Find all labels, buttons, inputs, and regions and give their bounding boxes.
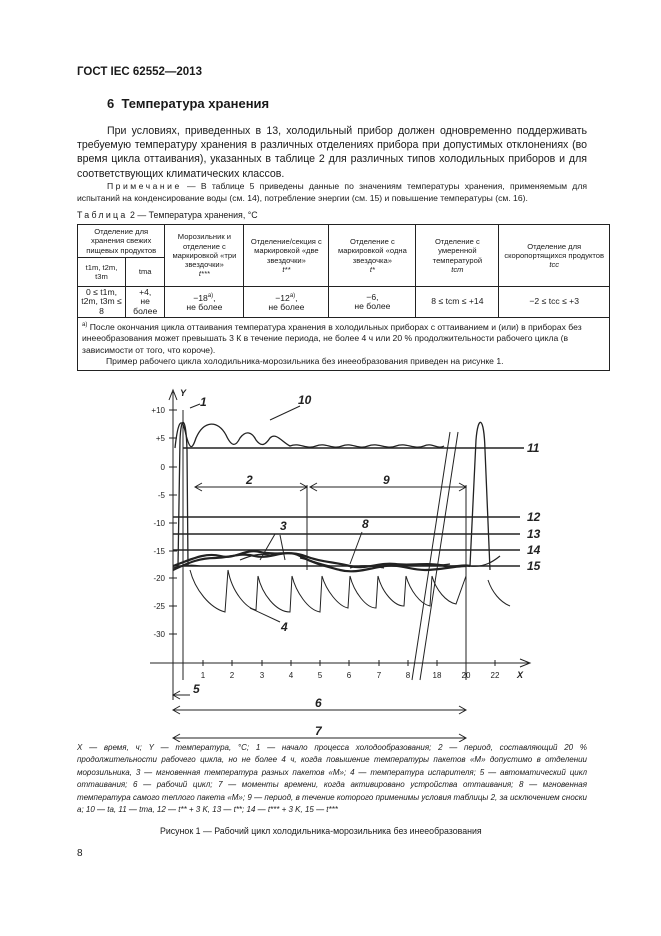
callout-10: 10: [298, 393, 312, 407]
x-tick-label: 18: [432, 671, 442, 680]
leader-10: [270, 406, 300, 420]
section-title: Температура хранения: [121, 96, 270, 111]
table-example: Пример рабочего цикла холодильника-морозильника без инееобразования приведен на рисунке 1.: [106, 356, 504, 367]
callout-5: 5: [193, 682, 200, 696]
table-footnote-text: После окончания цикла оттаивания температура хранения в холодильных приборах с оттаиванием и (или) в приборах без инееобразования может превышать 3 К в течение периода, не более 4 ч или 20 % продолжительности рабочего цикла (в зависимости от того, что короче).: [82, 321, 582, 355]
subheader-tma: tma: [126, 258, 165, 287]
table-footnote: [78, 318, 610, 371]
table-caption-text: 2 — Температура хранения, °С: [130, 210, 258, 220]
note-text: — В таблице 5 приведены данные по значениям температуры хранения, применяемым для испытаний на конденсирование воды (см. 14), потребление энергии (см. 15) и повышение температуры (см. 16).: [77, 181, 587, 203]
callout-4: 4: [281, 620, 288, 634]
cell-three-star-footnote: a): [207, 292, 214, 299]
table-footnote-mark: a): [82, 322, 88, 328]
cell-one-star: [329, 287, 416, 318]
curve-4-evaporator: [190, 570, 510, 612]
y-tick-label: +10: [151, 406, 165, 415]
storage-temperature-table: [77, 224, 610, 371]
note-label: Примечание: [107, 181, 182, 191]
y-tick-label: -5: [157, 491, 165, 500]
callout-13: 13: [527, 527, 541, 541]
callout-1: 1: [200, 395, 207, 409]
x-tick-label: 6: [346, 671, 352, 680]
page-number: 8: [77, 848, 83, 859]
x-tick-label: 22: [490, 671, 500, 680]
x-tick-label: 2: [229, 671, 235, 680]
header-fresh: Отделение для хранения свежих пищевых продуктов: [78, 225, 165, 258]
cell-three-star-qualifier: не более: [186, 301, 223, 312]
header-chill-symbol: tcc: [549, 260, 560, 270]
header-three-star-label: Морозильник и отделение с маркировкой «три звездочки»: [172, 232, 237, 270]
header-two-star-symbol: t**: [282, 264, 291, 274]
x-axis-letter: X: [517, 670, 524, 680]
y-tick-label: +5: [155, 434, 165, 443]
subheader-t1m: t1m, t2m, t3m: [78, 258, 126, 287]
header-two-star-label: Отделение/секция с маркировкой «две звездочки»: [250, 237, 322, 265]
x-tick-label: 20: [461, 671, 471, 680]
leader-3b: [280, 535, 285, 560]
working-cycle-figure: [0, 380, 661, 742]
callout-2: 2: [246, 473, 253, 487]
body-paragraph: При условиях, приведенных в 13, холодильный прибор должен одновременно поддерживать требуемую температуру хранения в различных отделениях прибора при допустимых отклонениях (во время цикла оттаивания), указанных в таблице 2 для различных типов холодильных приборов и для соответствующих климатических классов.: [77, 125, 587, 180]
document-header: ГОСТ IEC 62552—2013: [77, 66, 202, 78]
cell-chill: −2 ≤ tcc ≤ +3: [499, 287, 610, 318]
callout-12: 12: [527, 510, 541, 524]
table-caption-label: Таблица: [77, 210, 128, 220]
figure-legend: X — время, ч; Y — температура, °С; 1 — начало процесса холодообразования; 2 — период, составляющий 20 % продолжительности рабочего цикла, но не более 4 ч, когда повышение температуры пакетов «М» допустимо в отделении морозильника, 3 — мгновенная температура разных пакетов «М»; 4 — температура испарителя; 5 — автоматический цикл оттаивания; 6 — рабочий цикл; 7 — моменты времени, когда активировано устройства оттаивания; 8 — мгновенная температура самого теплого пакета «М»; 9 — период, в течение которого применимы условия таблицы 2, за исключением сноски a; 10 — ta, 11 — tma, 12 — t** + 3 K, 13 — t**; 14 — t*** + 3 K, 15 — t***: [77, 743, 587, 815]
section-number: 6: [107, 96, 115, 111]
header-cellar-symbol: tcm: [451, 264, 464, 274]
defrost-line-a: [412, 432, 450, 680]
header-chill: [499, 225, 610, 287]
cell-one-star-qualifier: не более: [354, 301, 391, 311]
leader-8: [350, 532, 362, 564]
x-tick-labels: [201, 671, 500, 680]
y-tick-label: 0: [160, 463, 165, 472]
header-one-star: [329, 225, 416, 287]
header-three-star-symbol: t***: [198, 269, 210, 279]
cell-three-star-value: −18: [193, 292, 208, 303]
cell-three-star: −18$^{a)}$, не более: [165, 287, 244, 318]
curve-defrost-spike: [470, 422, 490, 570]
cell-one-star-value: −6,: [366, 291, 379, 302]
cell-tma-value: +4,: [139, 287, 152, 298]
figure-title: Рисунок 1 — Рабочий цикл холодильника-морозильника без инееобразования: [160, 826, 482, 836]
callout-8: 8: [362, 517, 369, 531]
header-chill-label: Отделение для скоропортящихся продуктов: [504, 241, 605, 260]
cell-cellar: 8 ≤ tcm ≤ +14: [416, 287, 499, 318]
y-tick-label: -10: [153, 519, 165, 528]
header-cellar: [416, 225, 499, 287]
header-one-star-symbol: t*: [369, 264, 375, 274]
x-tick-label: 3: [259, 671, 265, 680]
callout-15: 15: [527, 559, 541, 573]
section-heading: [107, 96, 269, 111]
y-tick-label: -25: [153, 602, 165, 611]
curve-10-ta: [175, 423, 444, 448]
cell-two-star-value: −12: [275, 292, 290, 303]
callout-9: 9: [383, 473, 390, 487]
cell-tma: [126, 287, 165, 318]
y-tick-label: -15: [153, 547, 165, 556]
x-tick-label: 4: [288, 671, 294, 680]
cell-two-star-qualifier: не более: [268, 301, 305, 312]
callout-14: 14: [527, 543, 541, 557]
leader-4: [250, 608, 280, 622]
callout-11: 11: [527, 441, 540, 455]
table-caption: [77, 210, 258, 220]
callout-7: 7: [315, 724, 322, 738]
header-two-star: [244, 225, 329, 287]
cell-two-star-footnote: a): [289, 292, 296, 299]
x-tick-label: 1: [200, 671, 206, 680]
x-tick-label: 5: [317, 671, 323, 680]
note: [77, 181, 587, 204]
header-one-star-label: Отделение с маркировкой «одна звездочка»: [337, 237, 407, 265]
cell-two-star: −12$^{a)}$, не более: [244, 287, 329, 318]
cell-tma-qualifier: не более: [133, 296, 158, 316]
y-tick-labels: [151, 406, 165, 639]
cell-fresh: 0 ≤ t1m, t2m, t3m ≤ 8: [78, 287, 126, 318]
y-axis-letter: Y: [180, 388, 187, 398]
header-cellar-label: Отделение с умеренной температурой: [432, 237, 483, 265]
defrost-line-b: [420, 432, 458, 680]
x-tick-label: 7: [376, 671, 382, 680]
y-tick-label: -30: [153, 630, 165, 639]
callout-6: 6: [315, 696, 322, 710]
leader-1: [190, 404, 200, 408]
callout-3: 3: [280, 519, 287, 533]
header-three-star: [165, 225, 244, 287]
y-tick-label: -20: [153, 574, 165, 583]
x-tick-label: 8: [405, 671, 411, 680]
